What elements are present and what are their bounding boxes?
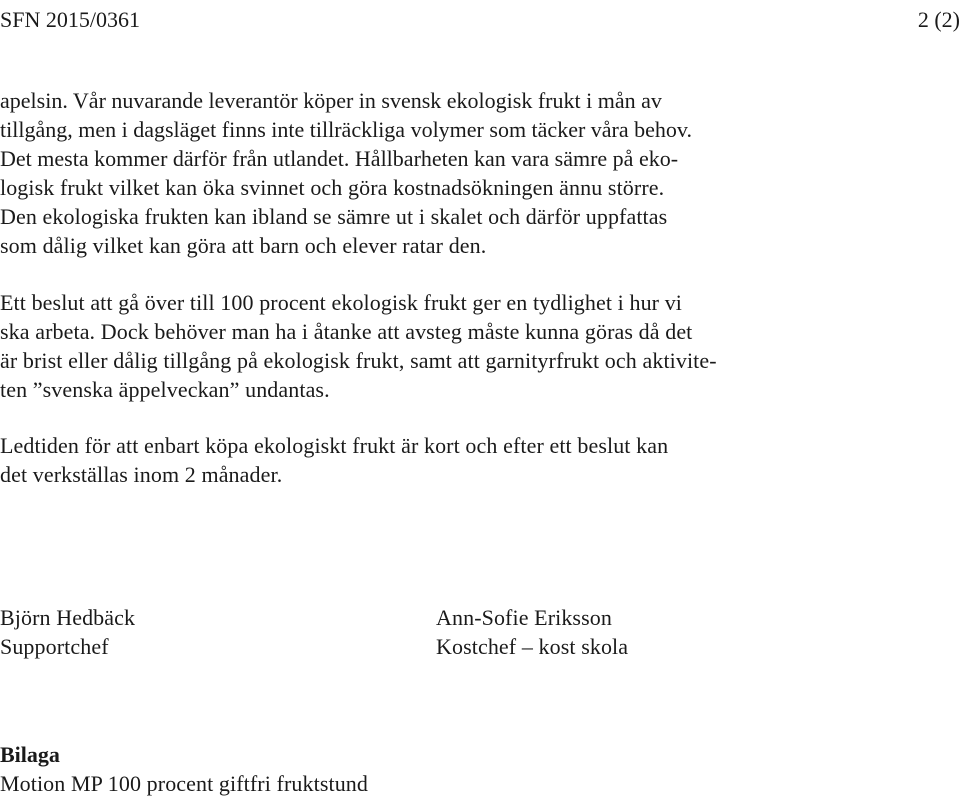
paragraph-1-line: logisk frukt vilket kan öka svinnet och göra kostnadsökningen ännu större. bbox=[0, 175, 665, 200]
paragraph-2-line: Ett beslut att gå över till 100 procent ekologisk frukt ger en tydlighet i hur vi bbox=[0, 290, 683, 315]
document-reference: SFN 2015/0361 bbox=[0, 7, 140, 32]
paragraph-1-line: Den ekologiska frukten kan ibland se sämre ut i skalet och därför uppfattas bbox=[0, 204, 668, 229]
signatory-left-name: Björn Hedbäck bbox=[0, 605, 136, 630]
paragraph-1-line: apelsin. Vår nuvarande leverantör köper in svensk ekologisk frukt i mån av bbox=[0, 88, 662, 113]
signatory-right-title: Kostchef – kost skola bbox=[436, 634, 629, 659]
paragraph-3-line: det verkställas inom 2 månader. bbox=[0, 462, 283, 487]
paragraph-2-line: är brist eller dålig tillgång på ekologisk frukt, samt att garnityrfrukt och aktivite- bbox=[0, 348, 717, 373]
paragraph-1-line: tillgång, men i dagsläget finns inte tillräckliga volymer som täcker våra behov. bbox=[0, 117, 692, 142]
page-number: 2 (2) bbox=[917, 7, 960, 32]
paragraph-2-line: ten ”svenska äppelveckan” undantas. bbox=[0, 377, 330, 402]
signatory-left-title: Supportchef bbox=[0, 634, 109, 659]
attachment-item: Motion MP 100 procent giftfri fruktstund bbox=[0, 771, 368, 796]
attachment-heading: Bilaga bbox=[0, 742, 60, 767]
signatory-right-name: Ann-Sofie Eriksson bbox=[436, 605, 612, 630]
paragraph-1-line: som dålig vilket kan göra att barn och elever ratar den. bbox=[0, 233, 487, 258]
paragraph-3-line: Ledtiden för att enbart köpa ekologiskt frukt är kort och efter ett beslut kan bbox=[0, 433, 669, 458]
paragraph-1-line: Det mesta kommer därför från utlandet. Hållbarheten kan vara sämre på eko- bbox=[0, 146, 679, 171]
paragraph-2-line: ska arbeta. Dock behöver man ha i åtanke att avsteg måste kunna göras då det bbox=[0, 319, 693, 344]
page-header bbox=[0, 5, 960, 35]
